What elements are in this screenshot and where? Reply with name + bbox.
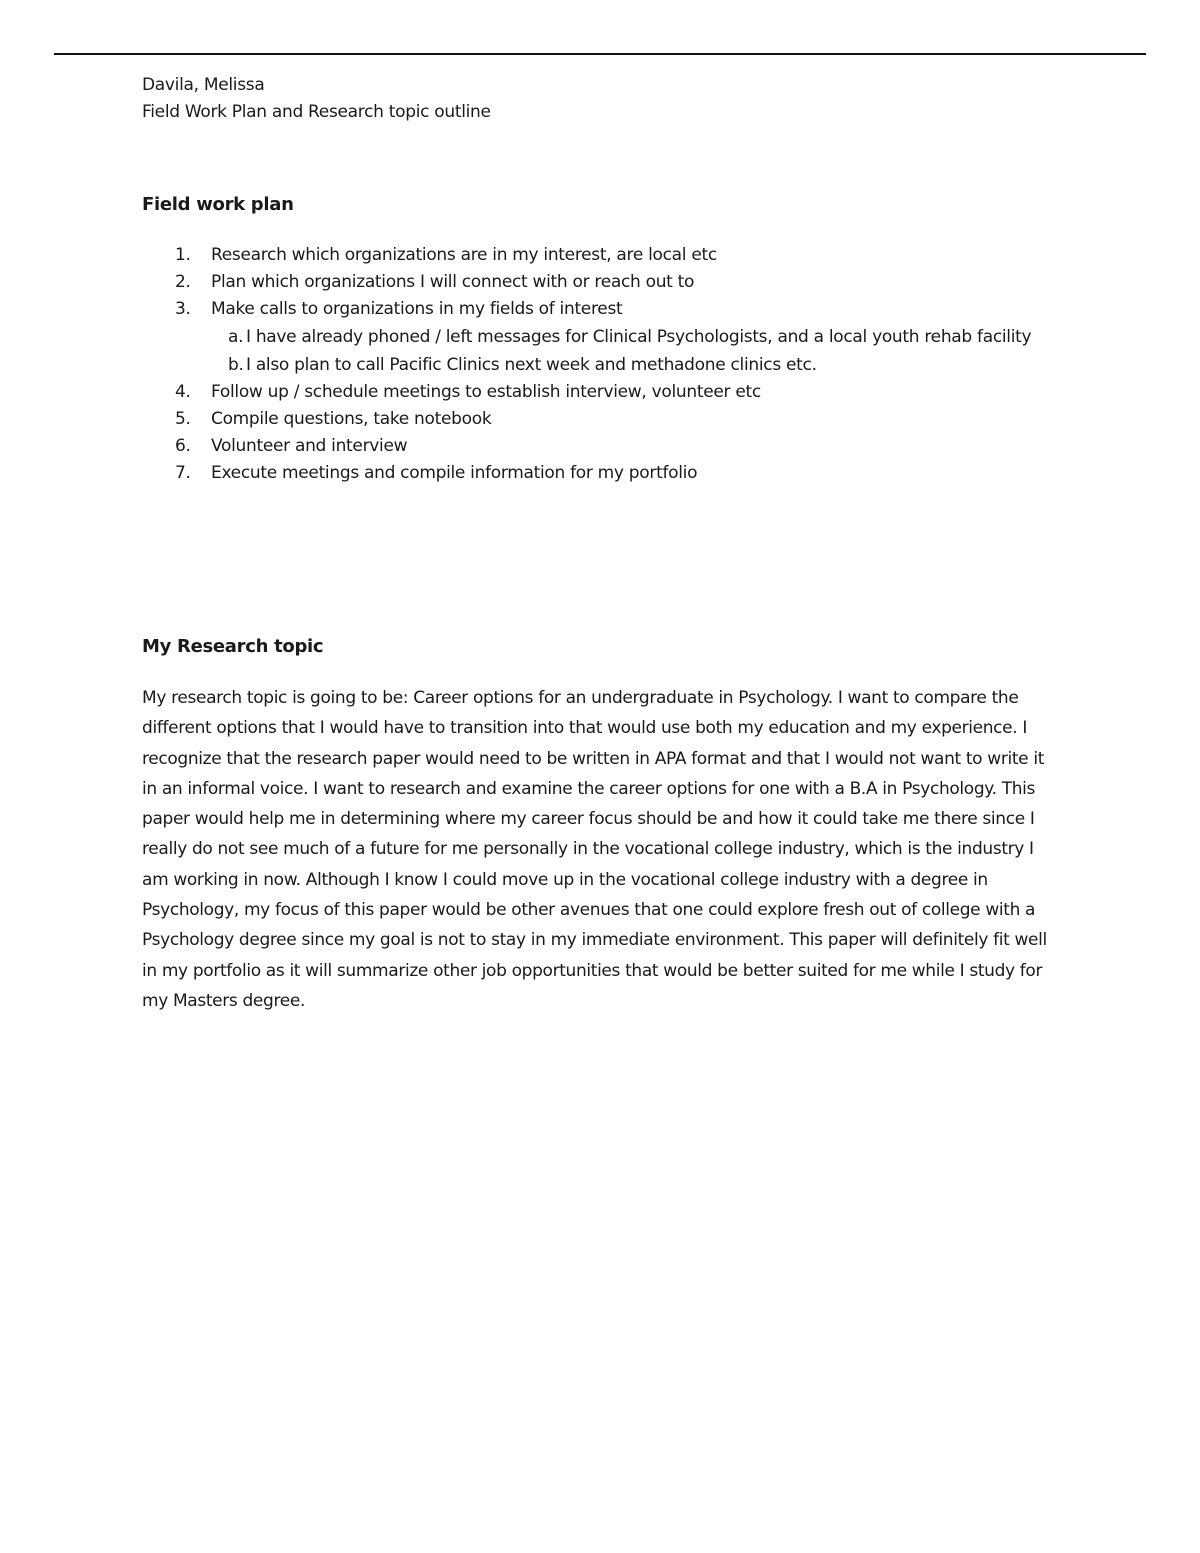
sub-list [211, 323, 1082, 379]
sub-list-letter: a. [228, 327, 244, 347]
field-work-heading: Field work plan [142, 194, 294, 215]
list-number: 7. [175, 463, 191, 483]
sub-list-item [211, 351, 1046, 379]
field-work-list [142, 242, 1082, 487]
header-rule [54, 53, 1146, 55]
list-item [142, 242, 1082, 269]
author-name: Davila, Melissa [142, 75, 265, 95]
sub-list-item-text: I have already phoned / left messages for Clinical Psychologists, and a local youth rehab facility [246, 327, 1032, 347]
list-item [142, 406, 1082, 433]
research-topic-paragraph: My research topic is going to be: Career options for an undergraduate in Psychology. I want to compare the different options that I would have to transition into that would use both my education and my experience. I recognize that the research paper would need to be written in APA format and that I would not want to write it in an informal voice. I want to research and examine the career options for one with a B.A in Psychology. This paper would help me in determining where my career focus should be and how it could take me there since I really do not see much of a future for me personally in the vocational college industry, which is the industry I am working in now. Although I know I could move up in the vocational college industry with a degree in Psychology, my focus of this paper would be other avenues that one could explore fresh out of college with a Psychology degree since my goal is not to stay in my immediate environment. This paper will definitely fit well in my portfolio as it will summarize other job opportunities that would be better suited for me while I study for my Masters degree. [142, 688, 1047, 1011]
list-number: 5. [175, 409, 191, 429]
list-number: 6. [175, 436, 191, 456]
sub-list-letter: b. [228, 355, 244, 375]
list-item [142, 379, 1082, 406]
list-number: 2. [175, 272, 191, 292]
document-title: Field Work Plan and Research topic outline [142, 102, 491, 122]
list-item [142, 460, 1082, 487]
list-number: 1. [175, 245, 191, 265]
research-topic-heading: My Research topic [142, 636, 324, 657]
list-item-text: Compile questions, take notebook [211, 409, 492, 429]
list-item-text: Make calls to organizations in my fields of interest [211, 299, 623, 319]
list-item [142, 269, 1082, 296]
list-item [142, 433, 1082, 460]
list-item-text: Research which organizations are in my interest, are local etc [211, 245, 717, 265]
list-item-text: Execute meetings and compile information for my portfolio [211, 463, 698, 483]
list-number: 3. [175, 299, 191, 319]
list-item [142, 296, 1082, 379]
list-item-text: Plan which organizations I will connect with or reach out to [211, 272, 695, 292]
sub-list-item-text: I also plan to call Pacific Clinics next week and methadone clinics etc. [246, 355, 817, 375]
document-page [142, 72, 1082, 1011]
list-number: 4. [175, 382, 191, 402]
list-item-text: Follow up / schedule meetings to establish interview, volunteer etc [211, 382, 761, 402]
list-item-text: Volunteer and interview [211, 436, 408, 456]
sub-list-item [211, 323, 1046, 351]
